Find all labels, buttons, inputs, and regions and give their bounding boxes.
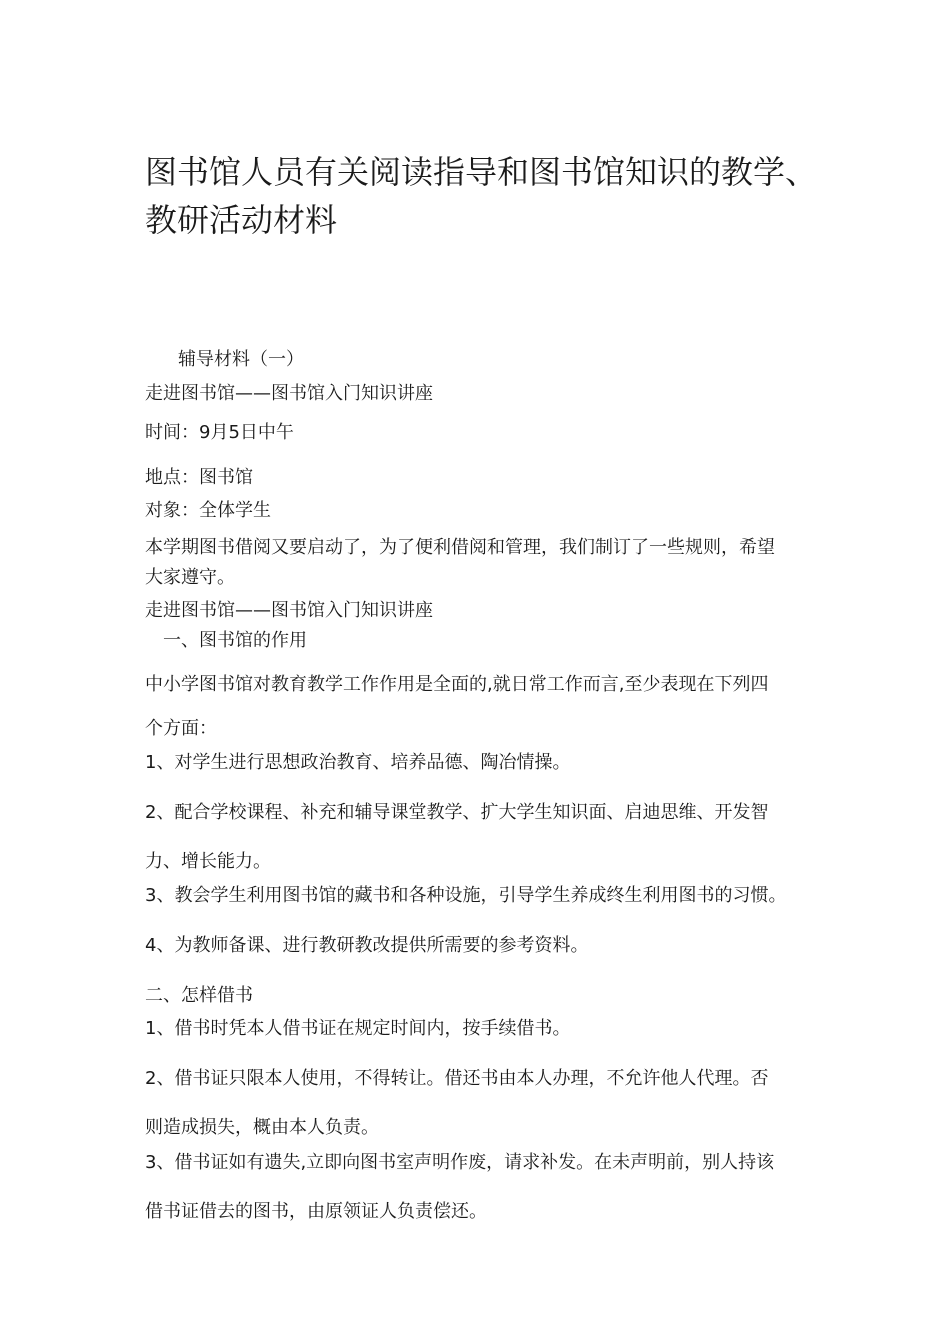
list-item: 2、借书证只限本人使用，不得转让。借还书由本人办理，不允许他人代理。否 xyxy=(145,1068,769,1089)
list-item: 则造成损失，概由本人负责。 xyxy=(145,1117,379,1138)
list-item: 3、教会学生利用图书馆的藏书和各种设施，引导学生养成终生利用图书的习惯。 xyxy=(145,885,787,906)
body-paragraph: 个方面： xyxy=(145,718,217,739)
location-line: 地点：图书馆 xyxy=(145,467,253,488)
list-item: 3、借书证如有遗失,立即向图书室声明作废，请求补发。在未声明前，别人持该 xyxy=(145,1152,775,1173)
section-heading: 一、图书馆的作用 xyxy=(163,630,307,651)
lecture-title: 走进图书馆——图书馆入门知识讲座 xyxy=(145,600,433,621)
body-paragraph: 本学期图书借阅又要启动了，为了便利借阅和管理，我们制订了一些规则，希望 xyxy=(145,537,775,558)
audience-line: 对象：全体学生 xyxy=(145,500,271,521)
list-item: 4、为教师备课、进行教研教改提供所需要的参考资料。 xyxy=(145,935,589,956)
body-paragraph: 中小学图书馆对教育教学工作作用是全面的,就日常工作而言,至少表现在下列四 xyxy=(145,674,769,695)
lecture-title: 走进图书馆——图书馆入门知识讲座 xyxy=(145,383,433,404)
time-line: 时间：9月5日中午 xyxy=(145,422,294,443)
list-item: 1、借书时凭本人借书证在规定时间内，按手续借书。 xyxy=(145,1018,571,1039)
section-heading: 二、怎样借书 xyxy=(145,985,253,1006)
document-title xyxy=(145,148,825,244)
list-item: 力、增长能力。 xyxy=(145,851,271,872)
list-item: 2、配合学校课程、补充和辅导课堂教学、扩大学生知识面、启迪思维、开发智 xyxy=(145,802,769,823)
list-item: 1、对学生进行思想政治教育、培养品德、陶冶情操。 xyxy=(145,752,571,773)
title-line-2: 教研活动材料 xyxy=(145,201,338,239)
list-item: 借书证借去的图书，由原领证人负责偿还。 xyxy=(145,1201,487,1222)
section-label: 辅导材料（一） xyxy=(178,349,304,370)
body-paragraph: 大家遵守。 xyxy=(145,567,235,588)
title-line-1: 图书馆人员有关阅读指导和图书馆知识的教学、 xyxy=(145,153,818,191)
